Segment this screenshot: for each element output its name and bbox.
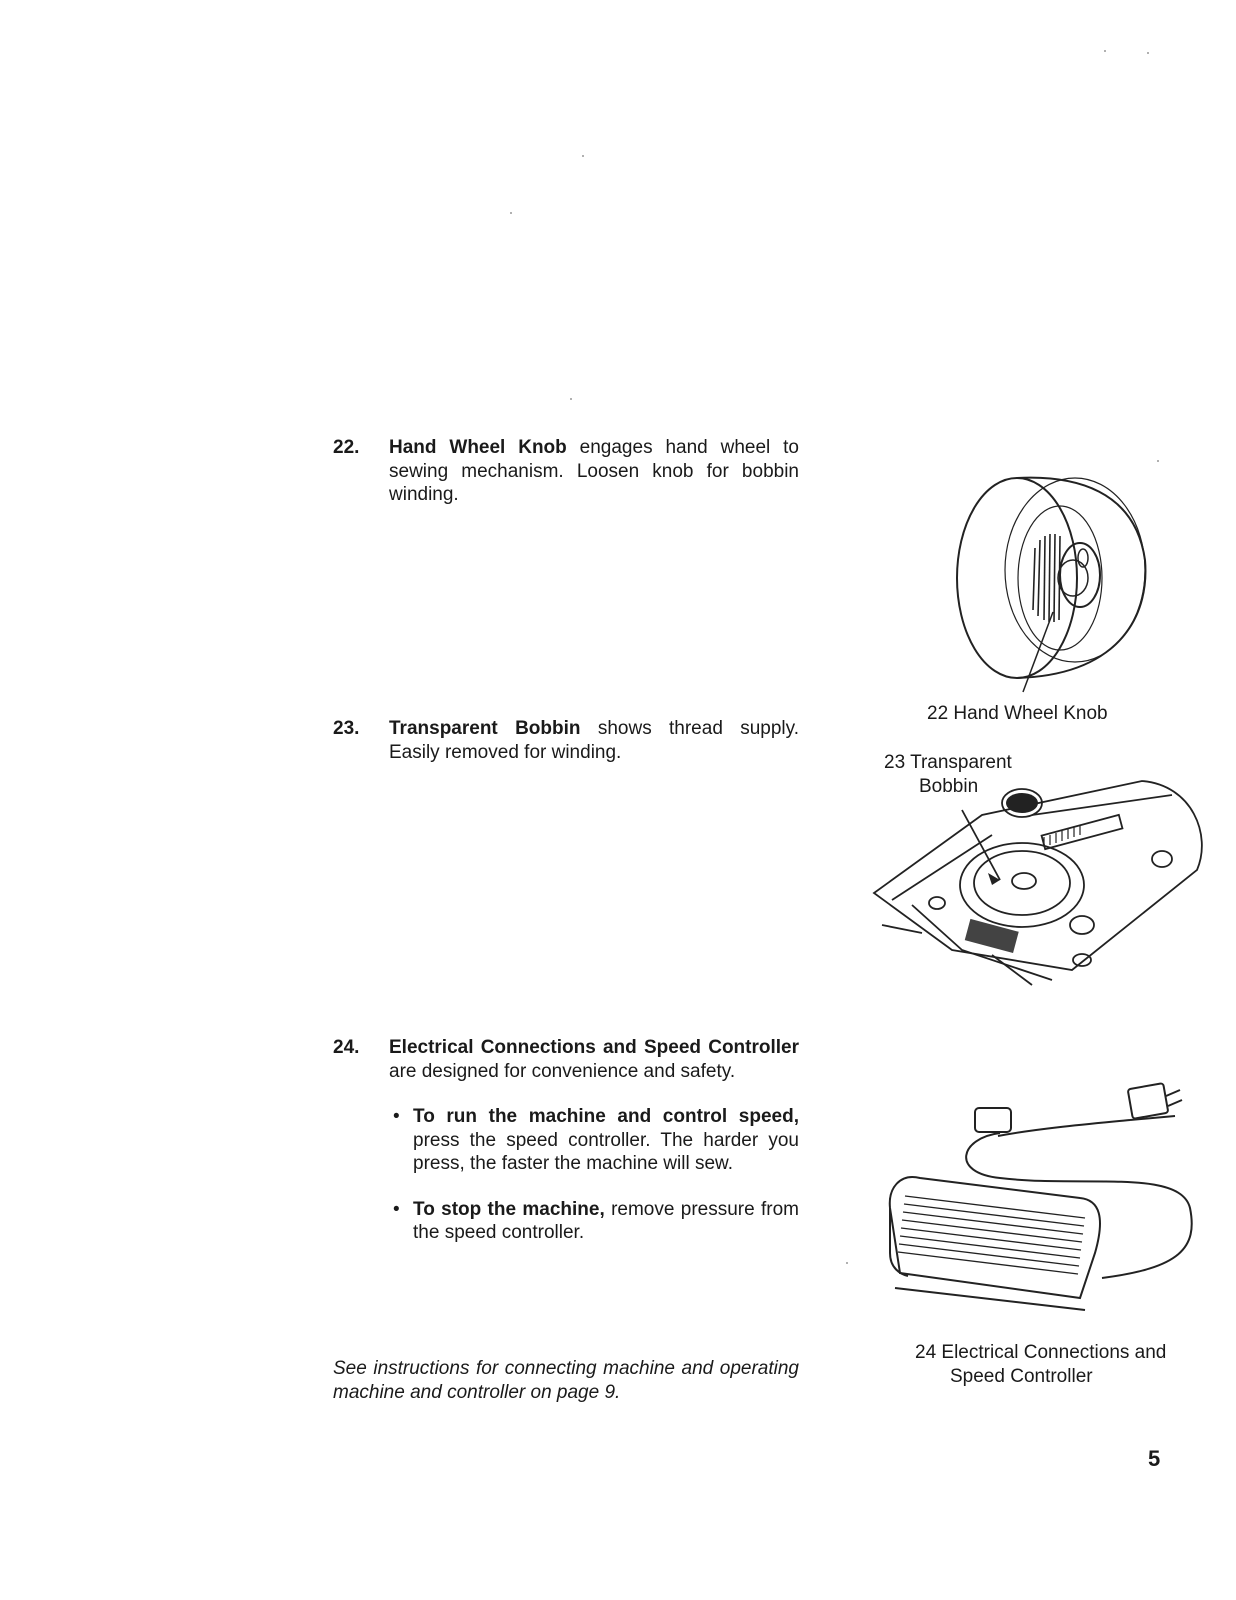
caption-line: 24 Electrical Connections and xyxy=(915,1342,1167,1363)
bullet-text: remove pressure from the speed controller. xyxy=(413,1198,799,1243)
bullet-dot: • xyxy=(393,1198,400,1220)
caption-line: Bobbin xyxy=(919,775,979,797)
item-description xyxy=(389,1036,799,1083)
scan-speck xyxy=(1157,460,1159,462)
item-22 xyxy=(333,436,799,507)
item-24 xyxy=(333,1036,799,1245)
bobbin-illustration xyxy=(872,775,1212,990)
figure-caption-hand-wheel: 22 Hand Wheel Knob xyxy=(927,703,1108,724)
item-number: 22. xyxy=(333,437,360,458)
item-description xyxy=(389,717,799,764)
scan-speck xyxy=(1147,52,1149,54)
bullet-lead: To stop the machine, xyxy=(413,1198,605,1220)
bullet-item xyxy=(393,1198,799,1245)
bullet-text: press the speed controller. The harder you press, the faster the machine will sew. xyxy=(413,1129,799,1174)
bullet-dot: • xyxy=(393,1106,400,1127)
item-number: 24. xyxy=(333,1037,360,1058)
figure-caption-controller xyxy=(915,1341,1166,1388)
item-number: 23. xyxy=(333,718,360,739)
item-title: Transparent Bobbin xyxy=(389,718,581,739)
page-number: 5 xyxy=(1148,1446,1161,1471)
scan-speck xyxy=(1104,50,1106,52)
item-title: Hand Wheel Knob xyxy=(389,437,567,458)
item-23 xyxy=(333,717,799,764)
scan-speck xyxy=(846,1262,848,1264)
speed-controller-illustration xyxy=(880,1078,1210,1318)
bullet-item xyxy=(393,1105,799,1176)
caption-line: Speed Controller xyxy=(950,1365,1093,1387)
scan-speck xyxy=(570,398,572,400)
hand-wheel-illustration xyxy=(945,470,1165,700)
item-text: shows thread supply. Easily removed for winding. xyxy=(389,718,799,763)
item-description xyxy=(389,436,799,507)
page-note: See instructions for connecting machine and operating machine and controller on page 9. xyxy=(333,1358,799,1403)
item-title: Electrical Connections and Speed Controller xyxy=(389,1037,799,1058)
bullet-lead: To run the machine and control speed, xyxy=(413,1106,799,1127)
scan-speck xyxy=(510,212,512,214)
item-text: engages hand wheel to sewing mechanism. Loosen knob for bobbin winding. xyxy=(389,437,799,505)
scan-speck xyxy=(582,155,584,157)
item-text: are designed for convenience and safety. xyxy=(389,1060,736,1082)
caption-line: 23 Transparent xyxy=(884,752,1012,773)
